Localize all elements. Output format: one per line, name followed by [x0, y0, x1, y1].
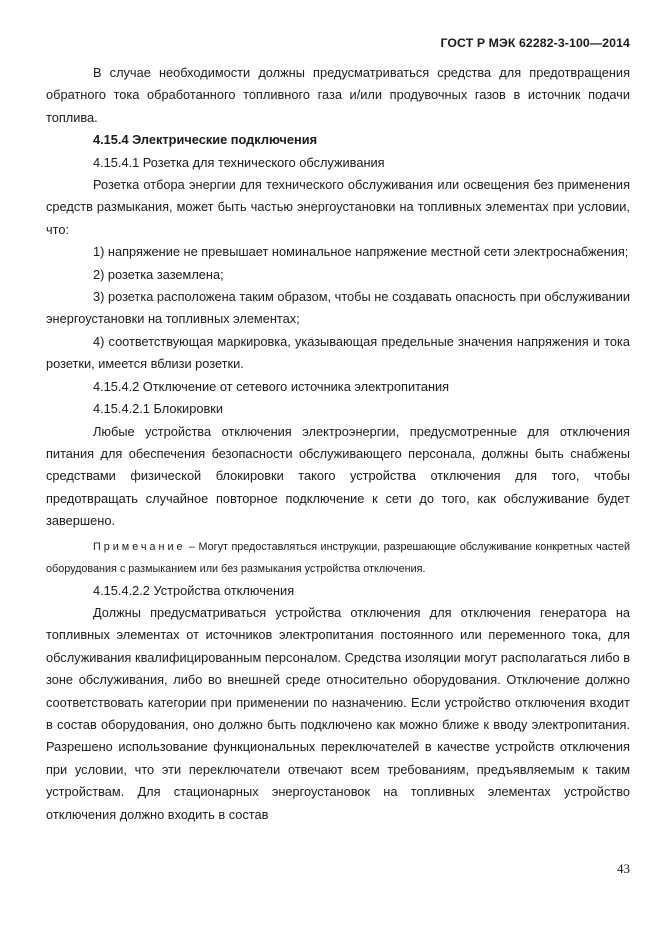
paragraph-interlocks: Любые устройства отключения электроэнергии, предусмотренные для отключения питания для обеспечения безопасности обслуживающего персонала, должны быть снабжены средствами физической блокировки такого устройства отключения для того, чтобы предотвращать случайное повторное подключение к сети до того, как обслуживание будет завершено. [46, 423, 630, 529]
paragraph-backflow: В случае необходимости должны предусматриваться средства для предотвращения обратного тока обработанного топливного газа и/или продувочных газов в источник подачи топлива. [46, 65, 630, 125]
list-item-2: 2) розетка заземлена; [93, 266, 224, 282]
list-item-1: 1) напряжение не превышает номинальное напряжение местной сети электроснабжения; [93, 244, 629, 260]
note-text: – Могут предоставляться инструкции, разрешающие обслуживание конкретных частей оборудования с размыканием или без размыкания устройства отключения. [46, 540, 631, 575]
section-heading-4-15-4: 4.15.4 Электрические подключения [93, 132, 318, 148]
page-number: 43 [617, 861, 630, 876]
subsection-heading-4-15-4-2-2: 4.15.4.2.2 Устройства отключения [93, 582, 295, 598]
standard-header: ГОСТ Р МЭК 62282-3-100—2014 [440, 36, 630, 50]
list-item-4: 4) соответствующая маркировка, указывающая предельные значения напряжения и тока розетки, имеется вблизи розетки. [46, 333, 630, 372]
subsection-heading-4-15-4-1: 4.15.4.1 Розетка для технического обслуживания [93, 154, 385, 170]
note-label: Примечание [93, 540, 186, 553]
list-item-3: 3) розетка расположена таким образом, чтобы не создавать опасность при обслуживании энергоустановки на топливных элементах; [46, 289, 630, 327]
note [46, 536, 630, 580]
paragraph-service-outlet: Розетка отбора энергии для технического обслуживания или освещения без применения средств размыкания, может быть частью энергоустановки на топливных элементах при условии, что: [46, 177, 630, 237]
paragraph-disconnect-devices: Должны предусматриваться устройства отключения для отключения генератора на топливных элементах от источников электропитания постоянного или переменного тока, для обслуживания квалифицированным персоналом. Средства изоляции могут располагаться либо в зоне обслуживания, либо во внешней среде относительно оборудования. Отключение должно соответствовать категории при применении по назначению. Если устройство отключения входит в состав оборудования, оно должно быть подключено как можно ближе к вводу электропитания. Разрешено использование функциональных переключателей в качестве устройств отключения при условии, что эти переключатели отвечают всем требованиям, предъявляемым к таким устройствам. Для стационарных энергоустановок на топливных элементах устройство отключения должно входить в состав [46, 604, 630, 822]
subsection-heading-4-15-4-2: 4.15.4.2 Отключение от сетевого источника электропитания [93, 378, 450, 394]
document-body [46, 62, 630, 826]
subsection-heading-4-15-4-2-1: 4.15.4.2.1 Блокировки [93, 401, 223, 417]
